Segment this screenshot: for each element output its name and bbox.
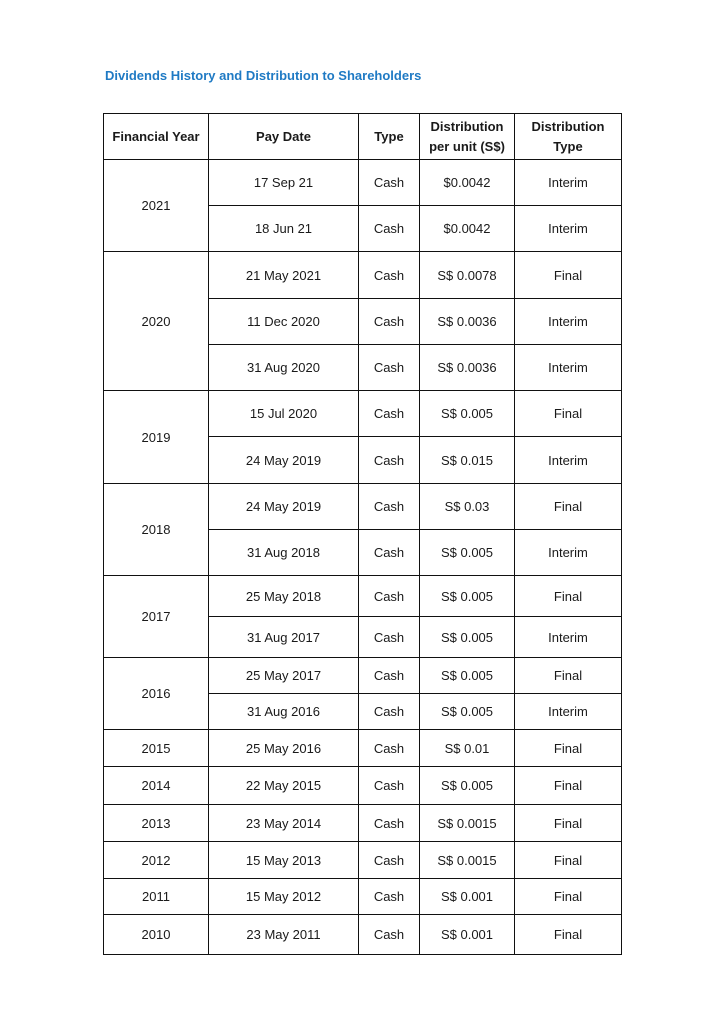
pay-date-cell: 15 May 2013: [209, 842, 359, 879]
distribution-amount-cell: S$ 0.005: [420, 617, 515, 658]
table-row: [104, 391, 622, 437]
type-cell: Cash: [359, 694, 420, 730]
document-title: Dividends History and Distribution to Shareholders: [105, 68, 422, 83]
distribution-amount-cell: S$ 0.005: [420, 767, 515, 805]
distribution-type-cell: Final: [515, 252, 622, 299]
distribution-amount-cell: S$ 0.01: [420, 730, 515, 767]
distribution-type-cell: Interim: [515, 530, 622, 576]
pay-date-cell: 23 May 2011: [209, 915, 359, 955]
table-body: [104, 160, 622, 955]
pay-date-cell: 25 May 2018: [209, 576, 359, 617]
distribution-amount-cell: S$ 0.005: [420, 530, 515, 576]
distribution-amount-cell: S$ 0.0015: [420, 842, 515, 879]
financial-year-cell: 2016: [104, 658, 209, 730]
pay-date-cell: 25 May 2016: [209, 730, 359, 767]
pay-date-cell: 31 Aug 2017: [209, 617, 359, 658]
table-row: [104, 842, 622, 879]
distribution-amount-cell: $0.0042: [420, 206, 515, 252]
distribution-amount-cell: S$ 0.0015: [420, 805, 515, 842]
dividends-table: [103, 113, 622, 955]
type-cell: Cash: [359, 658, 420, 694]
pay-date-cell: 31 Aug 2018: [209, 530, 359, 576]
type-cell: Cash: [359, 767, 420, 805]
pay-date-cell: 24 May 2019: [209, 437, 359, 484]
type-cell: Cash: [359, 206, 420, 252]
financial-year-cell: 2018: [104, 484, 209, 576]
header-type: Type: [359, 114, 420, 160]
distribution-amount-cell: $0.0042: [420, 160, 515, 206]
distribution-type-cell: Final: [515, 484, 622, 530]
financial-year-cell: 2019: [104, 391, 209, 484]
pay-date-cell: 11 Dec 2020: [209, 299, 359, 345]
pay-date-cell: 15 May 2012: [209, 879, 359, 915]
type-cell: Cash: [359, 730, 420, 767]
pay-date-cell: 17 Sep 21: [209, 160, 359, 206]
distribution-amount-cell: S$ 0.0078: [420, 252, 515, 299]
table-row: [104, 160, 622, 206]
type-cell: Cash: [359, 437, 420, 484]
table-header: [104, 114, 622, 160]
distribution-type-cell: Final: [515, 805, 622, 842]
pay-date-cell: 22 May 2015: [209, 767, 359, 805]
pay-date-cell: 21 May 2021: [209, 252, 359, 299]
table-row: [104, 767, 622, 805]
header-row: [104, 114, 622, 160]
distribution-amount-cell: S$ 0.03: [420, 484, 515, 530]
distribution-amount-cell: S$ 0.005: [420, 658, 515, 694]
distribution-amount-cell: S$ 0.001: [420, 915, 515, 955]
distribution-type-cell: Interim: [515, 345, 622, 391]
distribution-type-cell: Final: [515, 730, 622, 767]
distribution-amount-cell: S$ 0.001: [420, 879, 515, 915]
distribution-type-cell: Final: [515, 915, 622, 955]
distribution-type-cell: Final: [515, 658, 622, 694]
type-cell: Cash: [359, 842, 420, 879]
table-row: [104, 915, 622, 955]
header-distribution-per-unit: Distribution per unit (S$): [420, 114, 515, 160]
distribution-type-cell: Interim: [515, 206, 622, 252]
distribution-amount-cell: S$ 0.005: [420, 391, 515, 437]
type-cell: Cash: [359, 391, 420, 437]
pay-date-cell: 18 Jun 21: [209, 206, 359, 252]
table-row: [104, 484, 622, 530]
type-cell: Cash: [359, 345, 420, 391]
distribution-type-cell: Final: [515, 879, 622, 915]
financial-year-cell: 2015: [104, 730, 209, 767]
distribution-type-cell: Interim: [515, 299, 622, 345]
pay-date-cell: 15 Jul 2020: [209, 391, 359, 437]
type-cell: Cash: [359, 484, 420, 530]
pay-date-cell: 31 Aug 2016: [209, 694, 359, 730]
table-row: [104, 658, 622, 694]
financial-year-cell: 2021: [104, 160, 209, 252]
header-pay-date: Pay Date: [209, 114, 359, 160]
type-cell: Cash: [359, 879, 420, 915]
table-row: [104, 805, 622, 842]
financial-year-cell: 2014: [104, 767, 209, 805]
financial-year-cell: 2012: [104, 842, 209, 879]
type-cell: Cash: [359, 160, 420, 206]
distribution-amount-cell: S$ 0.015: [420, 437, 515, 484]
distribution-type-cell: Final: [515, 391, 622, 437]
distribution-type-cell: Interim: [515, 160, 622, 206]
type-cell: Cash: [359, 915, 420, 955]
distribution-amount-cell: S$ 0.0036: [420, 299, 515, 345]
financial-year-cell: 2013: [104, 805, 209, 842]
type-cell: Cash: [359, 576, 420, 617]
distribution-amount-cell: S$ 0.005: [420, 694, 515, 730]
type-cell: Cash: [359, 530, 420, 576]
financial-year-cell: 2017: [104, 576, 209, 658]
type-cell: Cash: [359, 252, 420, 299]
header-distribution-type: Distribution Type: [515, 114, 622, 160]
header-financial-year: Financial Year: [104, 114, 209, 160]
type-cell: Cash: [359, 299, 420, 345]
distribution-type-cell: Interim: [515, 617, 622, 658]
table-row: [104, 252, 622, 299]
distribution-amount-cell: S$ 0.0036: [420, 345, 515, 391]
type-cell: Cash: [359, 805, 420, 842]
financial-year-cell: 2011: [104, 879, 209, 915]
table-row: [104, 576, 622, 617]
pay-date-cell: 31 Aug 2020: [209, 345, 359, 391]
pay-date-cell: 23 May 2014: [209, 805, 359, 842]
pay-date-cell: 24 May 2019: [209, 484, 359, 530]
distribution-type-cell: Interim: [515, 437, 622, 484]
distribution-type-cell: Final: [515, 576, 622, 617]
pay-date-cell: 25 May 2017: [209, 658, 359, 694]
type-cell: Cash: [359, 617, 420, 658]
distribution-type-cell: Interim: [515, 694, 622, 730]
distribution-amount-cell: S$ 0.005: [420, 576, 515, 617]
table-row: [104, 730, 622, 767]
distribution-type-cell: Final: [515, 767, 622, 805]
financial-year-cell: 2010: [104, 915, 209, 955]
distribution-type-cell: Final: [515, 842, 622, 879]
financial-year-cell: 2020: [104, 252, 209, 391]
table-row: [104, 879, 622, 915]
